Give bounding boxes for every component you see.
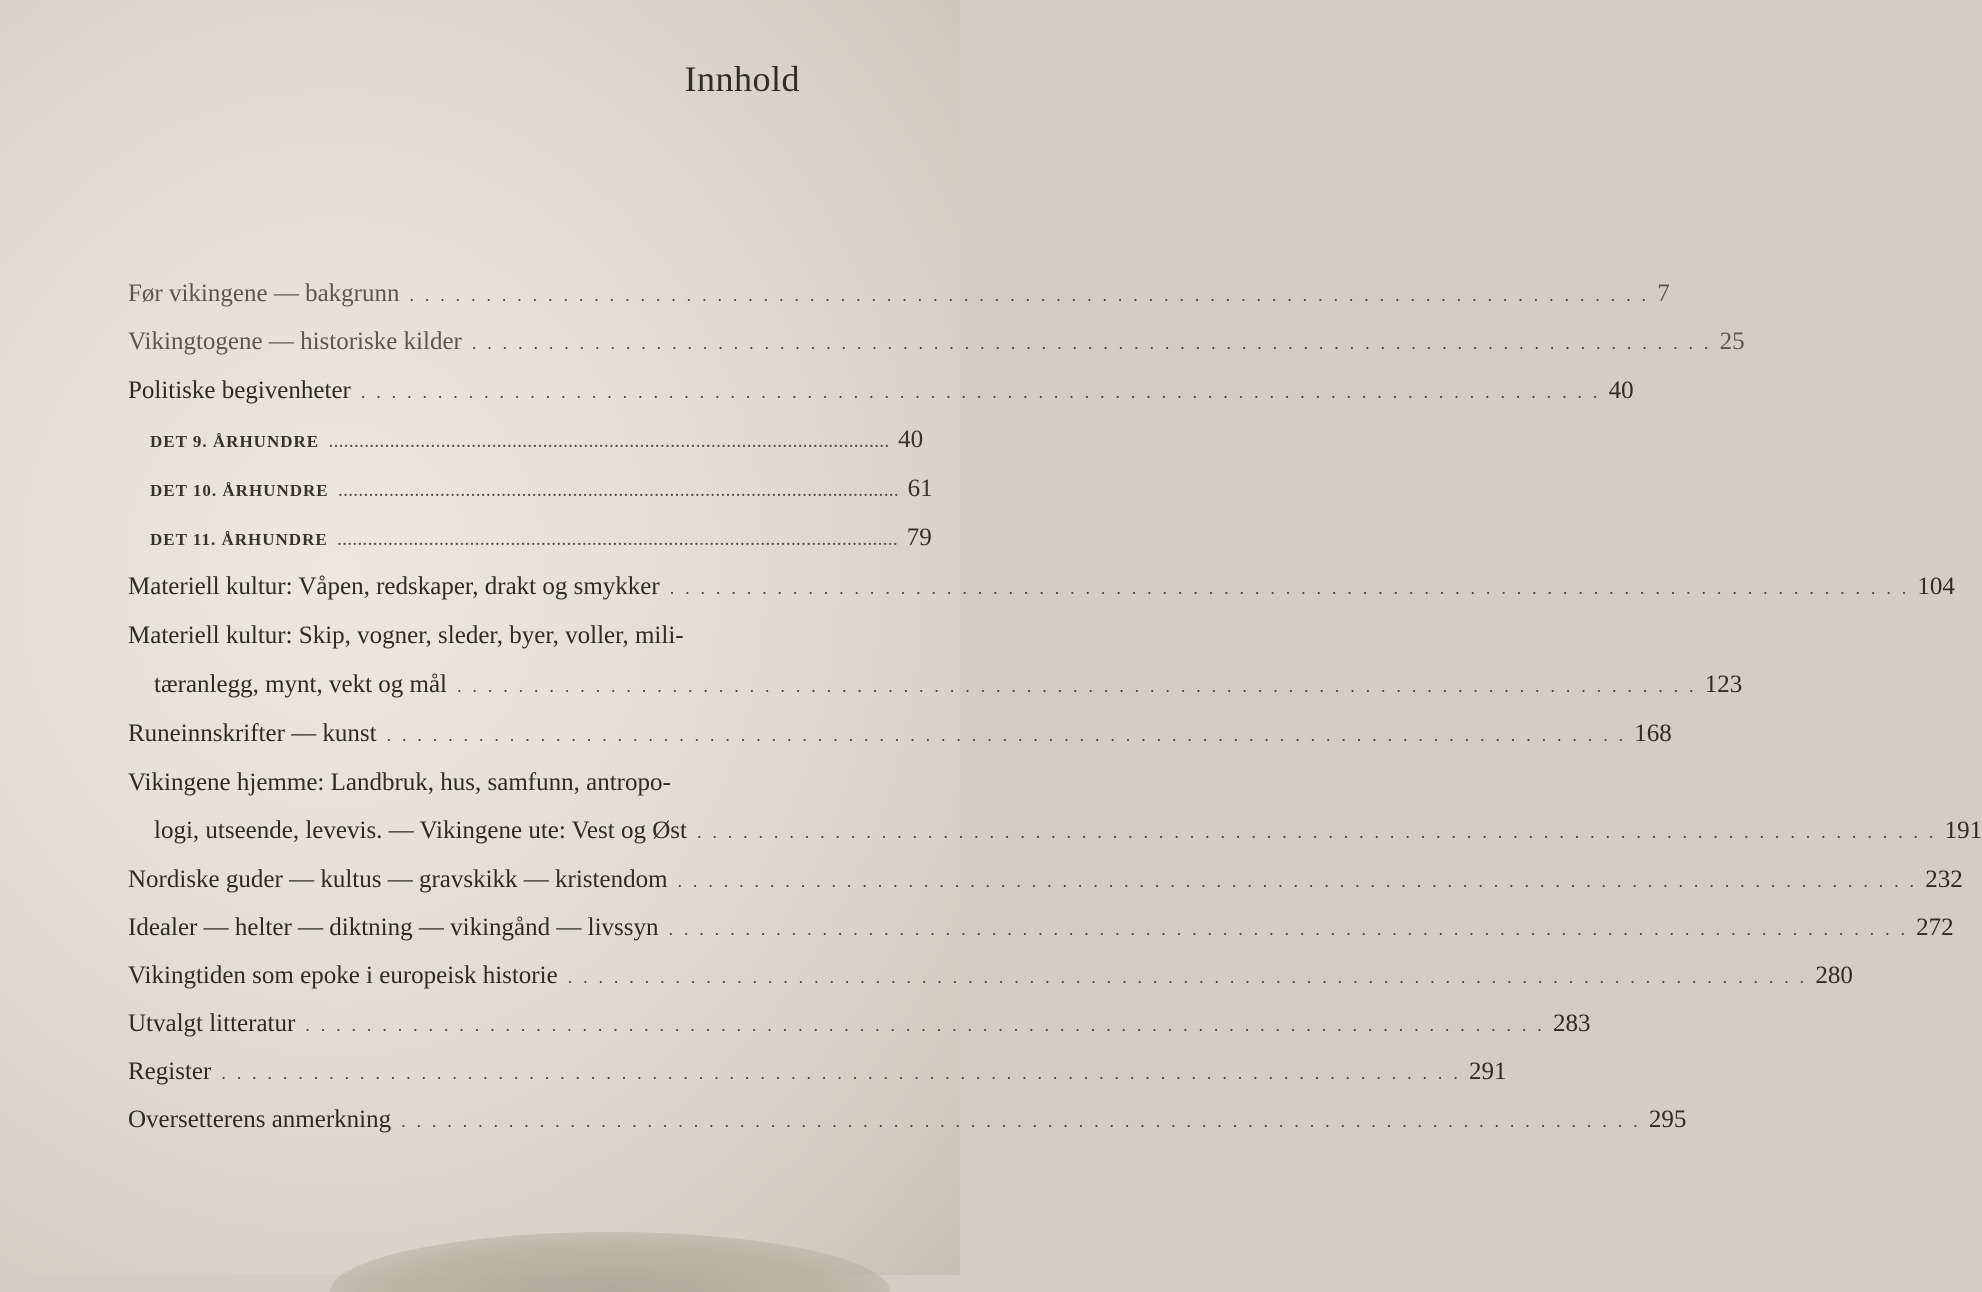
- toc-entry-label: Materiell kultur: Våpen, redskaper, drakt og smykker: [128, 573, 660, 600]
- toc-entry: [128, 280, 1670, 320]
- dot-leader: . . . . . . . . . . . . . . . . . . . . . . . . . . . . . . . . . . . . . . . . . . . . . . . . . . . . . . . . . . . . . . . . . . . . . . . . . . . . . . . . .: [457, 676, 1697, 696]
- toc-entry: [128, 573, 1955, 613]
- toc-entry: [128, 962, 1853, 1002]
- toc-entry-continuation: [154, 671, 1743, 711]
- toc-entry-page: 7: [1657, 280, 1670, 307]
- toc-entry-page: 232: [1925, 866, 1963, 893]
- toc-entry-label: Vikingene hjemme: Landbruk, hus, samfunn, antropo-: [128, 769, 671, 796]
- page-title: Innhold: [684, 59, 800, 99]
- toc-entry-page: 79: [906, 524, 932, 551]
- toc-entry-page: 272: [1916, 914, 1954, 941]
- toc-entry-page: 191: [1944, 817, 1982, 844]
- toc-entry-label: Før vikingene — bakgrunn: [128, 280, 400, 307]
- toc-entry-label: Register: [128, 1058, 212, 1085]
- toc-entry: [128, 328, 1745, 368]
- toc-entry-page: 123: [1704, 671, 1743, 698]
- toc-entry-page: 104: [1917, 573, 1955, 600]
- toc-subentry: [150, 426, 924, 466]
- toc-entry-label: DET 11. ÅRHUNDRE: [150, 530, 328, 549]
- dot-leader: . . . . . . . . . . . . . . . . . . . . . . . . . . . . . . . . . . . . . . . . . . . . . . . . . . . . . . . . . . . . . . . . . . . . . . . . . . . . . . . . .: [386, 725, 1627, 745]
- toc-entry-page: 295: [1648, 1106, 1687, 1133]
- toc-entry-label: Idealer — helter — diktning — vikingånd — livssyn: [128, 914, 659, 941]
- toc-entry-label: logi, utseende, levevis. — Vikingene ute: Vest og Øst: [154, 817, 687, 844]
- dot-leader: ..............................................................................................................: [337, 534, 899, 549]
- toc-entry-label: Politiske begivenheter: [128, 377, 351, 404]
- dot-leader: . . . . . . . . . . . . . . . . . . . . . . . . . . . . . . . . . . . . . . . . . . . . . . . . . . . . . . . . . . . . . . . . . . . . . . . . . . . . . . . . .: [669, 578, 1910, 598]
- toc-subentry: [150, 524, 932, 564]
- toc-entry-page: 168: [1634, 720, 1672, 747]
- toc-entry: [128, 866, 1963, 906]
- dot-leader: . . . . . . . . . . . . . . . . . . . . . . . . . . . . . . . . . . . . . . . . . . . . . . . . . . . . . . . . . . . . . . . . . . . . . . . . . . . . . . . . .: [677, 871, 1918, 891]
- dot-leader: . . . . . . . . . . . . . . . . . . . . . . . . . . . . . . . . . . . . . . . . . . . . . . . . . . . . . . . . . . . . . . . . . . . . . . . . . . . . . . . . .: [471, 333, 1712, 353]
- toc-entry-page: 280: [1815, 962, 1853, 989]
- toc-entry: [128, 1058, 1507, 1098]
- finger-shadow: [330, 1232, 890, 1292]
- toc-entry-page: 283: [1553, 1010, 1591, 1037]
- toc-entry: [128, 622, 808, 662]
- toc-entry-label: Materiell kultur: Skip, vogner, sleder, byer, voller, mili-: [128, 622, 684, 649]
- toc-entry-label: DET 10. ÅRHUNDRE: [150, 481, 329, 500]
- dot-leader: . . . . . . . . . . . . . . . . . . . . . . . . . . . . . . . . . . . . . . . . . . . . . . . . . . . . . . . . . . . . . . . . . . . . . . . . . . . . . . . . .: [409, 285, 1650, 305]
- toc-entry-label: DET 9. ÅRHUNDRE: [150, 432, 320, 451]
- toc-entry: [128, 1010, 1591, 1050]
- toc-entry-label: Utvalgt litteratur: [128, 1010, 296, 1037]
- toc-entry-page: 291: [1469, 1058, 1507, 1085]
- dot-leader: . . . . . . . . . . . . . . . . . . . . . . . . . . . . . . . . . . . . . . . . . . . . . . . . . . . . . . . . . . . . . . . . . . . . . . . . . . . . . . . . .: [567, 967, 1808, 987]
- toc-entry-label: Runeinnskrifter — kunst: [128, 720, 377, 747]
- toc-entry-continuation: [154, 817, 1982, 857]
- dot-leader: . . . . . . . . . . . . . . . . . . . . . . . . . . . . . . . . . . . . . . . . . . . . . . . . . . . . . . . . . . . . . . . . . . . . . . . . . . . . . . . . .: [221, 1063, 1462, 1083]
- toc-entry-page: 40: [898, 426, 924, 453]
- toc-entry-label: tæranlegg, mynt, vekt og mål: [154, 671, 448, 698]
- toc-entry-page: 61: [907, 475, 933, 502]
- dot-leader: . . . . . . . . . . . . . . . . . . . . . . . . . . . . . . . . . . . . . . . . . . . . . . . . . . . . . . . . . . . . . . . . . . . . . . . . . . . . . . . . .: [696, 822, 1937, 842]
- toc-entry-label: Oversetterens anmerkning: [128, 1106, 392, 1133]
- toc-subentry: [150, 475, 933, 515]
- toc-entry: [128, 720, 1672, 760]
- dot-leader: ..............................................................................................................: [338, 485, 900, 500]
- toc-entry: [128, 769, 808, 809]
- dot-leader: . . . . . . . . . . . . . . . . . . . . . . . . . . . . . . . . . . . . . . . . . . . . . . . . . . . . . . . . . . . . . . . . . . . . . . . . . . . . . . . . .: [360, 382, 1601, 402]
- dot-leader: . . . . . . . . . . . . . . . . . . . . . . . . . . . . . . . . . . . . . . . . . . . . . . . . . . . . . . . . . . . . . . . . . . . . . . . . . . . . . . . . .: [401, 1111, 1641, 1131]
- toc-entry: [128, 914, 1954, 954]
- dot-leader: . . . . . . . . . . . . . . . . . . . . . . . . . . . . . . . . . . . . . . . . . . . . . . . . . . . . . . . . . . . . . . . . . . . . . . . . . . . . . . . . .: [668, 919, 1909, 939]
- toc-entry: [128, 1106, 1687, 1146]
- dot-leader: . . . . . . . . . . . . . . . . . . . . . . . . . . . . . . . . . . . . . . . . . . . . . . . . . . . . . . . . . . . . . . . . . . . . . . . . . . . . . . . . .: [305, 1015, 1546, 1035]
- dot-leader: ..............................................................................................................: [329, 436, 891, 451]
- toc-entry: [128, 377, 1634, 417]
- toc-entry-label: Vikingtiden som epoke i europeisk historie: [128, 962, 558, 989]
- toc-entry-label: Vikingtogene — historiske kilder: [128, 328, 462, 355]
- toc-entry-page: 25: [1719, 328, 1745, 355]
- toc-entry-label: Nordiske guder — kultus — gravskikk — kristendom: [128, 866, 668, 893]
- toc-entry-page: 40: [1608, 377, 1634, 404]
